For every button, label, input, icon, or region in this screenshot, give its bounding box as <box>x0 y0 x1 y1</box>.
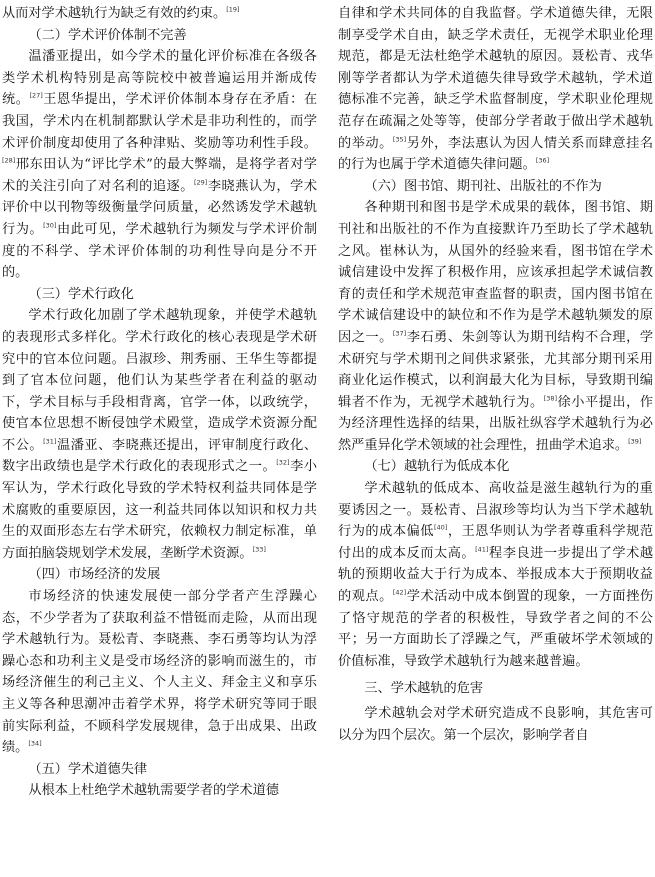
paragraph-harm: 学术越轨会对学术研究造成不良影响，其危害可以分为四个层次。第一个层次，影响学者自 <box>338 706 653 743</box>
citation-ref: [41] <box>475 545 489 554</box>
paragraph-administrative: 学术行政化加剧了学术越轨现象，并使学术越轨的表现形式多样化。学术行政化的核心表现是学术研究中的官本位问题。吕淑珍、荆秀丽、王华生等都提到了官本位问题，他们认为某些学者在利益的驱动下，学术目标与手段相背离，官学一体，以政统学，使官本位思想不断侵蚀学术殿堂，造成学术资源分配不公。[31]温潘亚、李晓燕还提出，评审制度行政化、数字出政绩也是学术行政化的表现形式之一。[32]李小军认为，学术行政化导致的学术特权利益共同体是学术腐败的重要原因，这一利益共同体以知识和权力共生的双面形态左右学术研究，依赖权力制定标准，单方面拍脑袋规划学术发展，垄断学术资源。[33] <box>2 308 318 561</box>
citation-ref: [34] <box>28 739 42 748</box>
citation-ref: [40] <box>433 523 448 532</box>
citation-ref: [39] <box>628 437 642 446</box>
subsection-heading-4: （四）市场经济的发展 <box>28 567 161 583</box>
left-column <box>2 3 317 802</box>
citation-ref: [32] <box>276 459 290 468</box>
paragraph-library: 各种期刊和图书是学术成果的载体，图书馆、期刊社和出版社的不作为直接默许乃至助长了学术越轨之风。崔林认为，从国外的经验来看，图书馆在学术诚信建设中发挥了积极作用，应该承担起学术诚信教育的责任和学术规范审查监督的职责，国内图书馆在学术诚信建设中的缺位和不作为是学术越轨频发的原因之一。[37]李石勇、朱剑等认为期刊结构不合理，学术研究与学术期刊之间供求紧张，尤其部分期刊采用商业化运作模式，以利润最大化为目标，导致期刊编辑者不作为，无视学术越轨行为。[38]徐小平提出，作为经济理性选择的结果，出版社纵容学术越轨行为必然严重异化学术领域的社会理性，扭曲学术追求。[39] <box>338 200 654 453</box>
citation-ref: [29] <box>193 178 208 187</box>
subsection-heading-7: （七）越轨行为低成本化 <box>364 459 510 475</box>
paragraph-ethics-start: 从根本上杜绝学术越轨需要学者的学术道德 <box>28 783 279 799</box>
citation-ref: [42] <box>392 588 407 597</box>
citation-ref: [35] <box>392 135 407 144</box>
paragraph-ethics-cont: 自律和学术共同体的自我监督。学术道德失律，无限制享受学术自由，缺乏学术责任，无视学术职业伦理规范，都是无法杜绝学术越轨的原因。聂松青、戎华刚等学者都认为学术道德失律导致学术越轨，学术道德标准不完善，缺乏学术监督制度，学术职业伦理规范存在疏漏之处等等，使部分学者敢于做出学术越轨的举动。[35]另外，李法惠认为因人情关系而肆意挂名的行为也属于学术道德失律问题。[36] <box>338 6 654 173</box>
citation-ref: [33] <box>252 545 266 554</box>
subsection-heading-3: （三）学术行政化 <box>28 286 134 302</box>
citation-ref: [28] <box>2 156 16 165</box>
citation-ref: [19] <box>226 5 240 14</box>
paragraph-evaluation: 温潘亚提出，如今学术的量化评价标准在各级各类学术机构特别是高等院校中被普遍运用并渐成传统。[27]王恩华提出，学术评价体制本身存在矛盾：在我国，学术内在机制都默认学术是非功利性的，而学术评价制度却使用了各种津贴、奖励等功利性手段。[28]邢东田认为“评比学术”的最大弊端，是将学者对学术的关注引向了对名利的追逐。[29]李晓燕认为，学术评价中以刊物等级衡量学问质量，必然诱发学术越轨行为。[30]由此可见，学术越轨行为频发与学术评价制度的不科学、学术评价体制的功利性导向是分不开的。 <box>2 49 318 281</box>
subsection-heading-2: （二）学术评价体制不完善 <box>28 27 187 43</box>
right-column <box>338 3 653 746</box>
paragraph-carryover: 从而对学术越轨行为缺乏有效的约束。[19] <box>2 5 240 21</box>
subsection-heading-5: （五）学术道德失律 <box>28 761 148 777</box>
citation-ref: [37] <box>392 329 407 338</box>
citation-ref: [27] <box>29 91 43 100</box>
paragraph-market-economy: 市场经济的快速发展使一部分学者产生浮躁心态，不少学者为了获取利益不惜铤而走险，从而出现学术越轨行为。聂松青、李晓燕、李石勇等均认为浮躁心态和功利主义是受市场经济的影响而滋生的，市场经济催生的利己主义、个人主义、拜金主义和享乐主义等各种思潮冲击着学术界，将学术研究等同于眼前实际利益，不顾科学发展规律，急于出成果、出政绩。[34] <box>2 589 317 756</box>
subsection-heading-6: （六）图书馆、期刊社、出版社的不作为 <box>364 178 602 194</box>
paragraph-low-cost: 学术越轨的低成本、高收益是滋生越轨行为的重要诱因之一。聂松青、吕淑珍等均认为当下学术越轨行为的成本偏低[40]，王恩华则认为学者尊重科学规范付出的成本反而太高。[41]程李良进一步提出了学术越轨的预期收益大于行为成本、举报成本大于预期收益的观点。[42]学术活动中成本倒置的现象，一方面挫伤了恪守规范的学者的积极性，导致学者之间的不公平；另一方面助长了浮躁之气，严重破坏学术领域的价值标准，导致学术越轨行为越来越普遍。 <box>338 481 654 669</box>
citation-ref: [31] <box>43 437 57 446</box>
section-heading-3: 三、学术越轨的危害 <box>364 681 484 697</box>
citation-ref: [36] <box>535 156 550 165</box>
citation-ref: [38] <box>543 394 558 403</box>
citation-ref: [30] <box>43 221 57 230</box>
